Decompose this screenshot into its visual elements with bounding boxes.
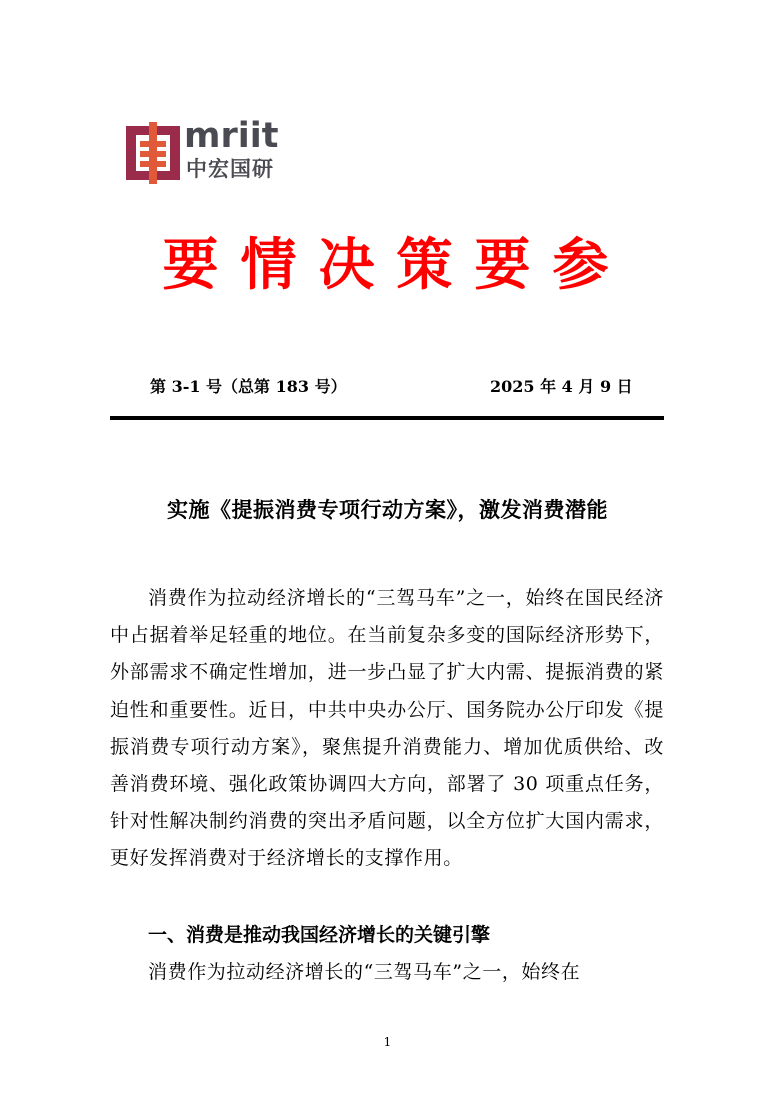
section-heading-1: 一、消费是推动我国经济增长的关键引擎 <box>148 924 491 946</box>
article-paragraph-2: 消费作为拉动经济增长的“三驾马车”之一，始终在 <box>148 961 581 983</box>
page-number: 1 <box>383 1035 392 1049</box>
article-paragraph-1: 消费作为拉动经济增长的“三驾马车”之一，始终在国民经济中占据着举足轻重的地位。在当前复杂多变的国际经济形势下，外部需求不确定性增加，进一步凸显了扩大内需、提振消费的紧迫性和重要性。近日，中共中央办公厅、国务院办公厅印发《提振消费专项行动方案》，聚焦提升消费能力、增加优质供给、改善消费环境、强化政策协调四大方向，部署了 30 项重点任务，针对性解决制约消费的突出矛盾问题，以全方位扩大国内需求，更好发挥消费对于经济增长的支撑作用。 <box>110 587 664 870</box>
issue-number: 第 3-1 号（总第 183 号） <box>150 377 347 396</box>
logo <box>126 116 286 188</box>
header-divider <box>110 416 664 420</box>
logo-text-en: mriit <box>184 116 279 156</box>
mriit-logo-icon <box>126 122 180 184</box>
masthead-title: 要情决策要参 <box>162 233 631 298</box>
article-title: 实施《提振消费专项行动方案》，激发消费潜能 <box>167 497 608 522</box>
issue-date: 2025 年 4 月 9 日 <box>490 377 633 396</box>
logo-text-cn: 中宏国研 <box>186 157 274 181</box>
